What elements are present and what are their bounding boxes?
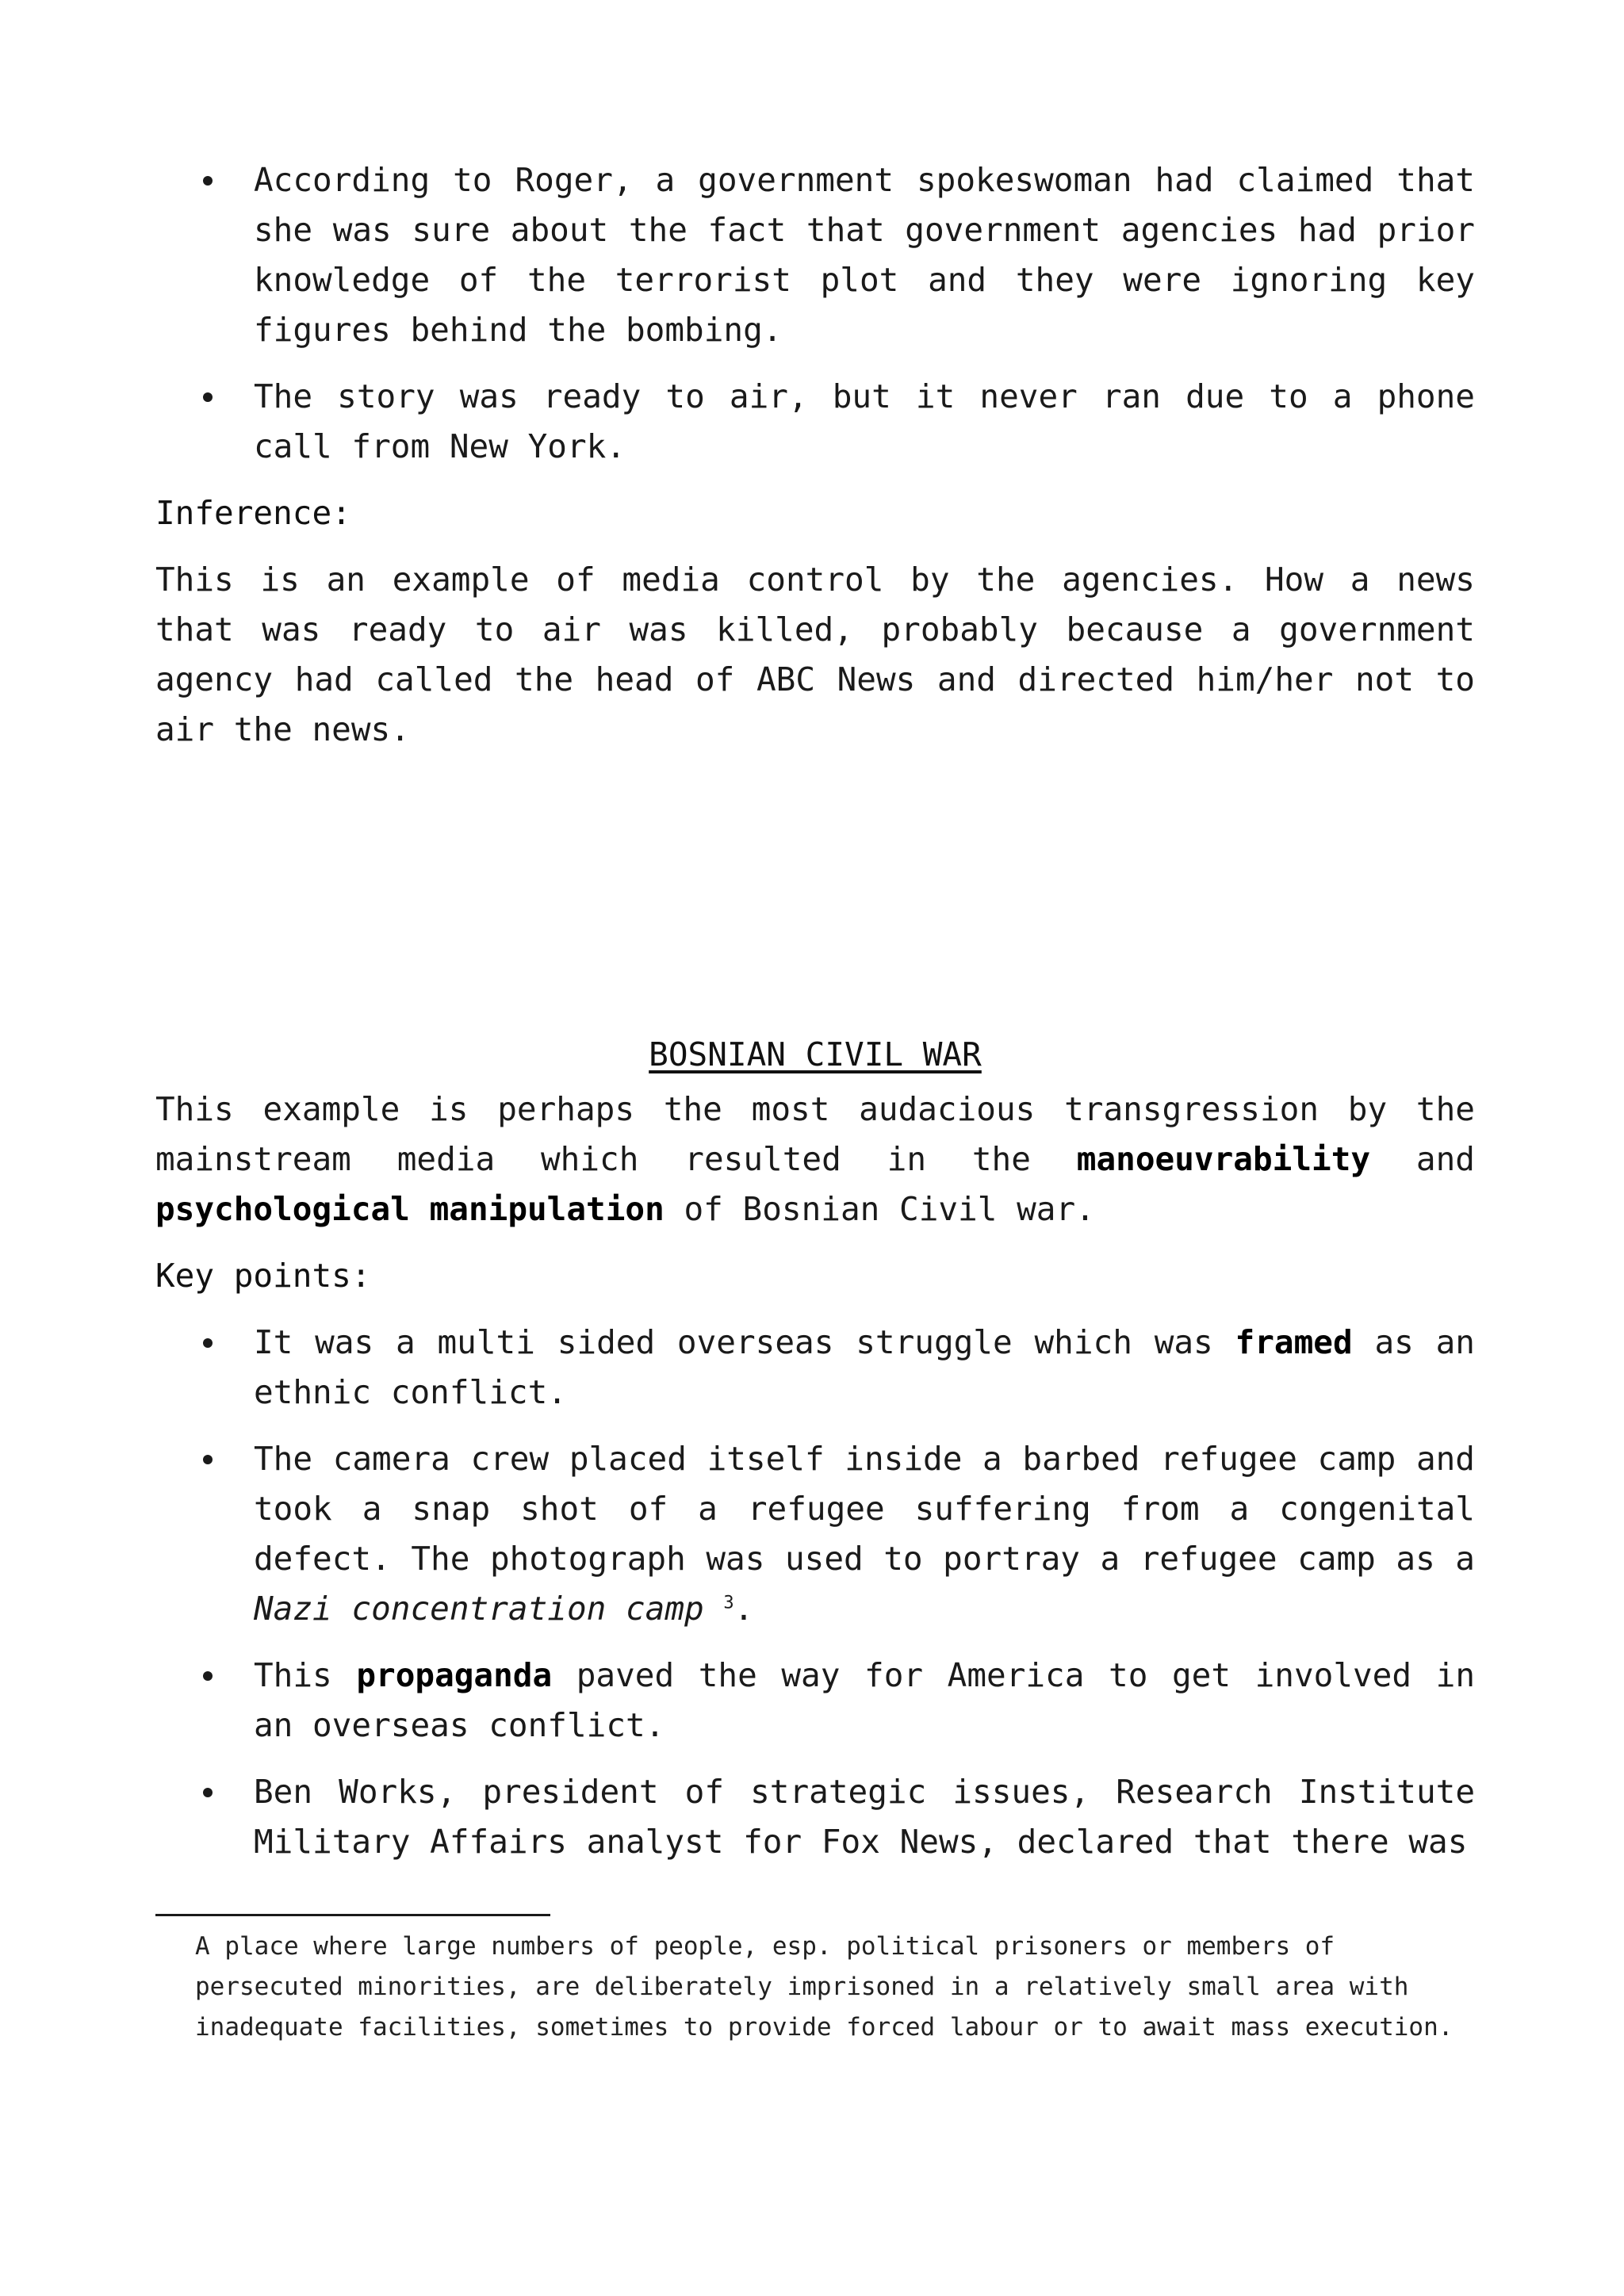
bullet-icon xyxy=(203,392,213,402)
list-item xyxy=(155,1651,1475,1751)
bullet-text: Ben Works, president of strategic issues, Research Institute Military Affairs analyst for Fox News, declared that there was xyxy=(254,1773,1475,1861)
footnote-divider xyxy=(155,1914,550,1916)
intro-text: of Bosnian Civil war. xyxy=(664,1190,1095,1228)
italic-term-nazi-concentration-camp: Nazi concentration camp xyxy=(254,1590,704,1628)
bullet-text: The story was ready to air, but it never ran due to a phone call from New York. xyxy=(254,377,1475,465)
bullet-icon xyxy=(203,1671,213,1681)
intro-paragraph xyxy=(155,1085,1475,1234)
bullet-text xyxy=(254,1440,1475,1628)
intro-text: This example is perhaps the most audacious transgression by the mainstream media which resulted in the xyxy=(155,1090,1475,1178)
list-item xyxy=(155,372,1475,472)
bullet-text-part: as an ethnic conflict. xyxy=(254,1323,1475,1411)
list-item xyxy=(155,155,1475,355)
bold-term-psychological-manipulation: psychological manipulation xyxy=(155,1190,665,1228)
inference-paragraph: This is an example of media control by the agencies. How a news that was ready to air was killed, probably because a government agency had called the head of ABC News and directed him/her not to air the news. xyxy=(155,561,1475,748)
section-title: BOSNIAN CIVIL WAR xyxy=(649,1035,982,1073)
bullet-text-part: The camera crew placed itself inside a barbed refugee camp and took a snap shot of a refugee suffering from a congenital defect. The photograph was used to portray a refugee camp as a xyxy=(254,1440,1475,1578)
bullet-text xyxy=(254,1656,1475,1744)
bullet-icon xyxy=(203,1338,213,1348)
bullet-text-part: This xyxy=(254,1656,357,1694)
list-item xyxy=(155,1434,1475,1634)
bullet-icon xyxy=(203,176,213,186)
footnote-text: A place where large numbers of people, esp. political prisoners or members of persecuted minorities, are deliberately imprisoned in a relatively small area with inadequate facilities, sometimes to provide forced labour or to await mass execution. xyxy=(195,1932,1454,2042)
intro-text: and xyxy=(1370,1140,1475,1178)
key-points-heading: Key points: xyxy=(155,1257,371,1295)
bold-term-framed: framed xyxy=(1235,1323,1353,1361)
footnote-reference[interactable]: 3 xyxy=(723,1593,734,1613)
bullet-list-key-points xyxy=(155,1318,1475,1867)
list-item xyxy=(155,1318,1475,1418)
bullet-icon xyxy=(203,1788,213,1797)
bullet-text: According to Roger, a government spokeswoman had claimed that she was sure about the fact that government agencies had prior knowledge of the terrorist plot and they were ignoring key figures behind the bombing. xyxy=(254,161,1475,349)
list-item xyxy=(155,1767,1475,1867)
bullet-text-part: It was a multi sided overseas struggle which was xyxy=(254,1323,1235,1361)
inference-heading: Inference: xyxy=(155,494,351,532)
bullet-list-roger xyxy=(155,155,1475,472)
bold-term-manoeuvrability: manoeuvrability xyxy=(1076,1140,1371,1178)
bullet-text-part: . xyxy=(733,1590,754,1628)
bullet-text xyxy=(254,1323,1475,1411)
bullet-icon xyxy=(203,1455,213,1464)
bullet-text-part: paved the way for America to get involved in an overseas conflict. xyxy=(254,1656,1475,1744)
bold-term-propaganda: propaganda xyxy=(356,1656,553,1694)
document-page xyxy=(155,155,1475,1884)
spacer xyxy=(155,771,1475,1030)
